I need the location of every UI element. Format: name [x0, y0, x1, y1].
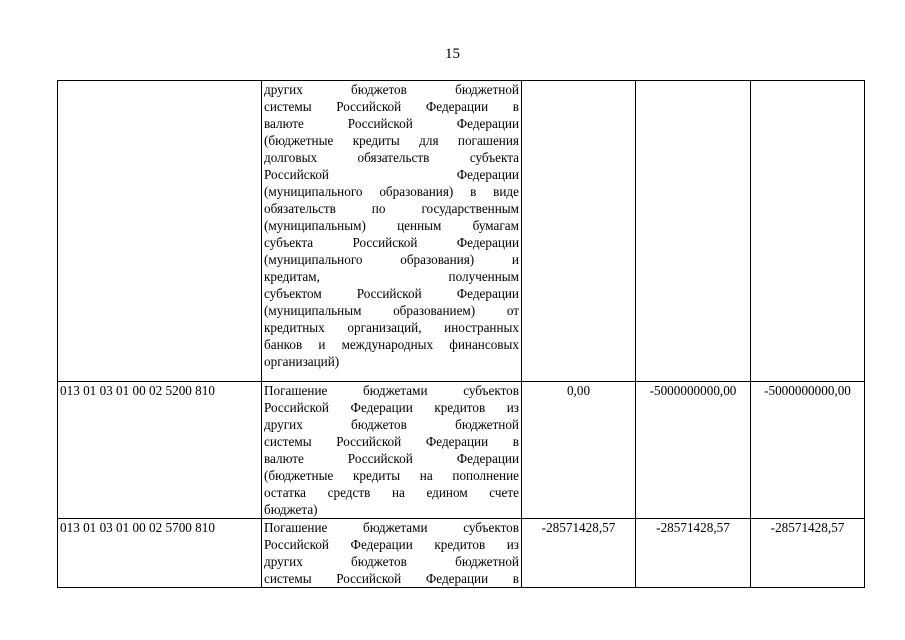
- description-line: субъекта Российской Федерации: [264, 235, 519, 250]
- description-line: (муниципальным образованием) от: [264, 303, 519, 318]
- table-row: [58, 519, 865, 588]
- table-row: [58, 382, 865, 519]
- description-line: Российской Федерации кредитов из: [264, 537, 519, 552]
- description-line: других бюджетов бюджетной: [264, 417, 519, 432]
- description-line: Российской Федерации: [264, 167, 519, 182]
- description-line: банков и международных финансовых: [264, 337, 519, 352]
- description-line: субъектом Российской Федерации: [264, 286, 519, 301]
- amount-cell-v1: [522, 81, 636, 382]
- amount-cell-v2: -28571428,57: [636, 519, 751, 588]
- description-line: кредитных организаций, иностранных: [264, 320, 519, 335]
- description-line: системы Российской Федерации в: [264, 434, 519, 449]
- amount-cell-v2: -5000000000,00: [636, 382, 751, 519]
- budget-table: [57, 80, 865, 588]
- description-cell: [262, 382, 522, 519]
- description-line: (муниципальным) ценным бумагам: [264, 218, 519, 233]
- description-line: кредитам, полученным: [264, 269, 519, 284]
- budget-table-body: [58, 81, 865, 588]
- page-number: 15: [445, 46, 460, 62]
- description-line: Российской Федерации кредитов из: [264, 400, 519, 415]
- amount-cell-v1: -28571428,57: [522, 519, 636, 588]
- amount-cell-v2: [636, 81, 751, 382]
- budget-code-cell: 013 01 03 01 00 02 5200 810: [58, 382, 262, 519]
- description-line: организаций): [264, 354, 340, 369]
- amount-cell-v3: [751, 81, 865, 382]
- description-line: других бюджетов бюджетной: [264, 82, 519, 97]
- description-line: (муниципального образования) и: [264, 252, 519, 267]
- description-line: (бюджетные кредиты для погашения: [264, 133, 519, 148]
- amount-cell-v3: -5000000000,00: [751, 382, 865, 519]
- description-line: остатка средств на едином счете: [264, 485, 519, 500]
- description-line: Погашение бюджетами субъектов: [264, 520, 519, 535]
- description-line: других бюджетов бюджетной: [264, 554, 519, 569]
- budget-code-cell: 013 01 03 01 00 02 5700 810: [58, 519, 262, 588]
- amount-cell-v1: 0,00: [522, 382, 636, 519]
- table-row: [58, 81, 865, 382]
- description-cell: [262, 81, 522, 382]
- description-line: валюте Российской Федерации: [264, 116, 519, 131]
- amount-cell-v3: -28571428,57: [751, 519, 865, 588]
- description-line: системы Российской Федерации в: [264, 571, 519, 586]
- description-line: обязательств по государственным: [264, 201, 519, 216]
- description-line: Погашение бюджетами субъектов: [264, 383, 519, 398]
- description-cell: [262, 519, 522, 588]
- budget-code-cell: [58, 81, 262, 382]
- description-line: долговых обязательств субъекта: [264, 150, 519, 165]
- description-line: системы Российской Федерации в: [264, 99, 519, 114]
- description-line: бюджета): [264, 502, 318, 517]
- description-line: валюте Российской Федерации: [264, 451, 519, 466]
- description-line: (муниципального образования) в виде: [264, 184, 519, 199]
- description-line: (бюджетные кредиты на пополнение: [264, 468, 519, 483]
